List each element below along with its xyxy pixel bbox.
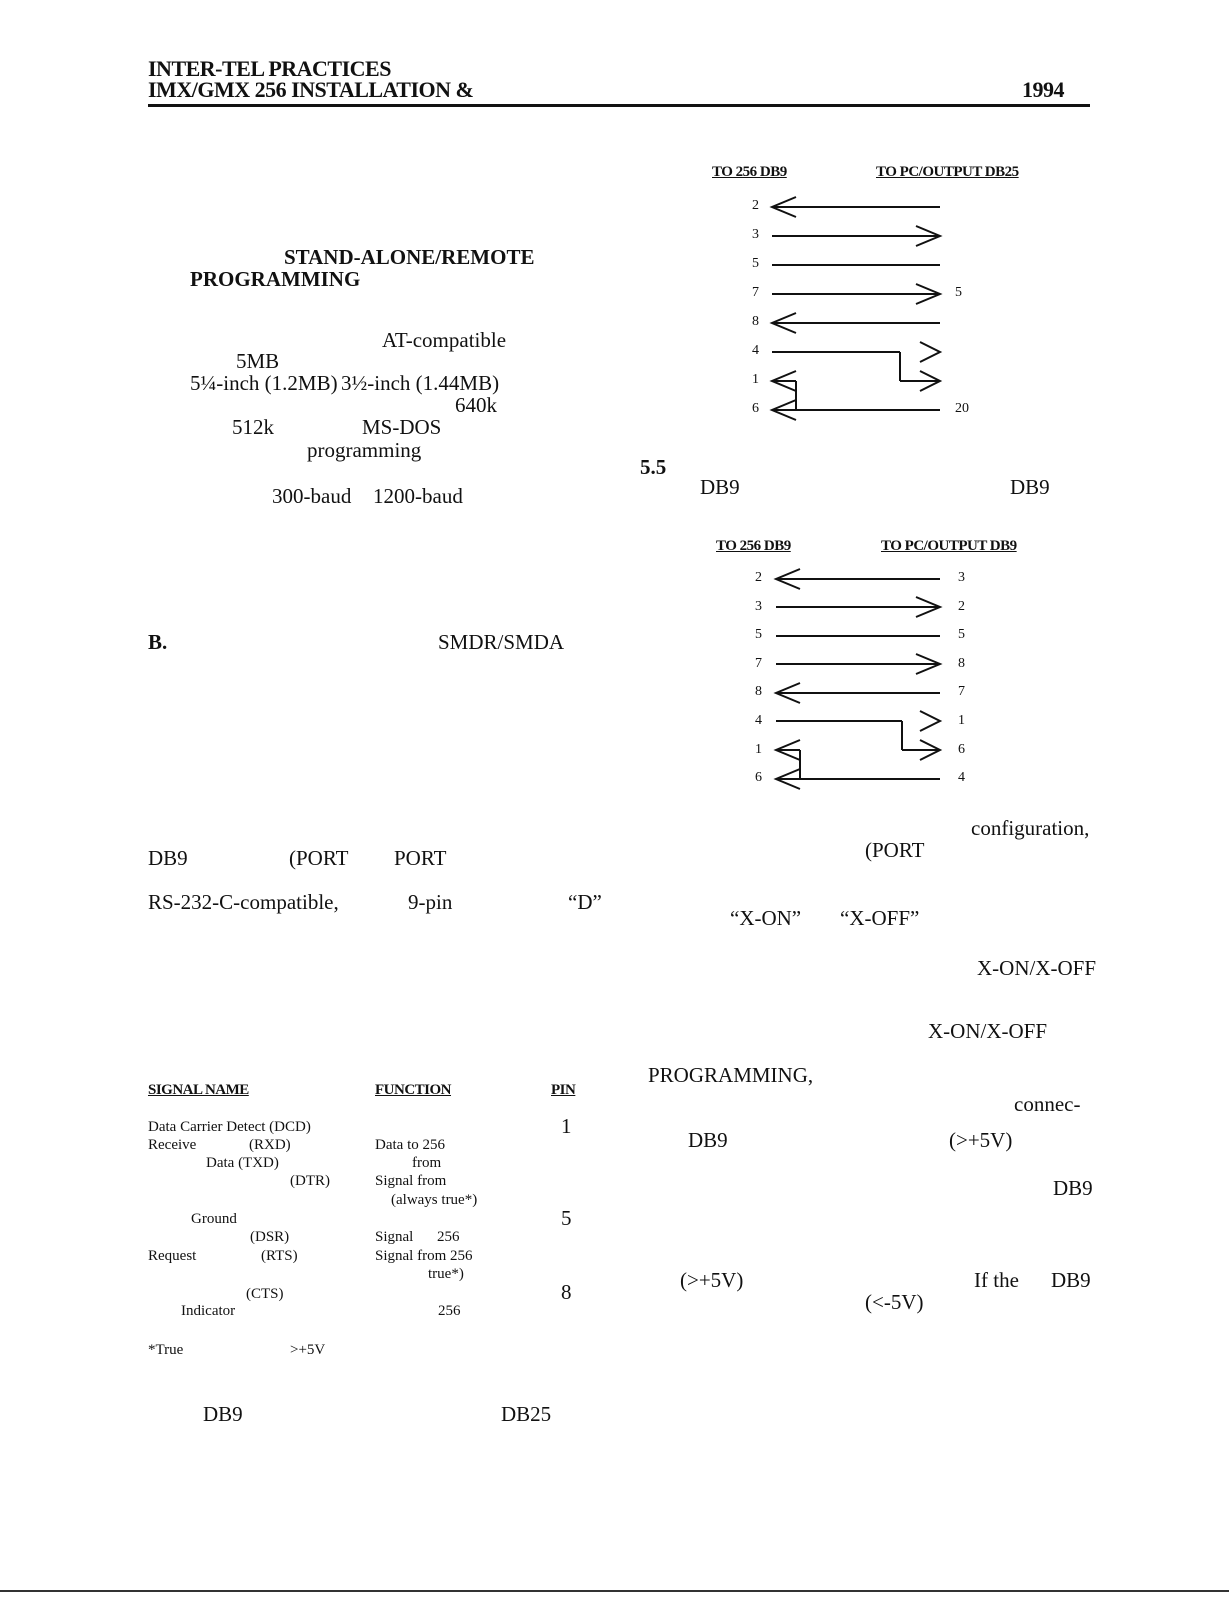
text-at-compatible: AT-compatible (382, 328, 507, 352)
signal-receive: Receive (148, 1137, 197, 1153)
diagram2-right-pin-4: 7 (958, 684, 965, 700)
diagram2-left-pin-4: 8 (755, 684, 762, 700)
text-ms-dos: MS-DOS (362, 415, 442, 439)
diagram2-right-pin-0: 3 (958, 570, 965, 585)
section-5-5: 5.5 (640, 455, 667, 479)
text-xon-xoff-2: X-ON/X-OFF (928, 1019, 1048, 1043)
text-db9-c: DB9 (1051, 1268, 1091, 1292)
text-port: (PORT (865, 838, 925, 862)
function-256: 256 (437, 1229, 460, 1245)
port-line-db9: DB9 (148, 846, 188, 870)
header-line-1: INTER-TEL PRACTICES (148, 56, 391, 81)
text-512k: 512k (232, 415, 274, 439)
section-b-label: B. (148, 630, 168, 654)
text-plus5v-b: (>+5V) (680, 1268, 744, 1292)
diagram1-right-pin-3: 5 (955, 285, 962, 300)
bottom-db9: DB9 (203, 1402, 243, 1426)
text-db9-a: DB9 (688, 1128, 728, 1152)
diagram2-left-pin-7: 6 (755, 770, 762, 786)
diagram1-left-pin-0: 2 (752, 198, 759, 213)
table-header-signal: SIGNAL NAME (148, 1082, 249, 1098)
diagram1-left-pin-5: 4 (752, 343, 759, 358)
pin-5: 5 (561, 1206, 572, 1230)
diagram1-right-heading: TO PC/OUTPUT DB25 (876, 164, 1019, 180)
signal-rts: (RTS) (261, 1248, 298, 1264)
d-text: “D” (568, 890, 602, 914)
signal-dcd: Data Carrier Detect (DCD) (148, 1119, 311, 1135)
function-from: from (412, 1155, 442, 1171)
header-year: 1994 (1022, 77, 1064, 102)
signal-rxd: (RXD) (249, 1137, 291, 1153)
diagram2-right-pin-5: 1 (958, 713, 965, 728)
text-1200-baud: 1200-baud (373, 484, 463, 508)
diagram1-left-pin-2: 5 (752, 256, 759, 271)
nine-pin-text: 9-pin (408, 890, 453, 914)
text-if-the: If the (974, 1268, 1019, 1292)
diagram2-left-pin-2: 5 (755, 627, 762, 643)
diagram2-left-pin-0: 2 (755, 570, 762, 585)
pin-1: 1 (561, 1114, 572, 1138)
diagram2-left-pin-3: 7 (755, 655, 762, 671)
diagram2-right-pin-6: 6 (958, 741, 965, 757)
text-5mb: 5MB (236, 349, 280, 373)
diagram1-left-pin-7: 6 (752, 401, 759, 416)
footnote-5v: >+5V (290, 1342, 326, 1358)
signal-request: Request (148, 1248, 197, 1264)
function-data-to-256: Data to 256 (375, 1137, 445, 1153)
section-b-smdr: SMDR/SMDA (438, 630, 565, 654)
table-header-pin: PIN (551, 1082, 576, 1098)
diagram1-right-pin-7: 20 (955, 401, 969, 416)
footnote-true: *True (148, 1342, 184, 1358)
text-programming: programming (307, 438, 422, 462)
signal-cts: (CTS) (246, 1286, 284, 1302)
text-300-baud: 300-baud (272, 484, 352, 508)
diagram2-left-pin-1: 3 (755, 598, 762, 614)
function-signal: Signal (375, 1229, 414, 1245)
header-line-2: IMX/GMX 256 INSTALLATION & (148, 77, 474, 102)
diagram1-left-pin-1: 3 (752, 227, 759, 242)
function-signal-from: Signal from (375, 1173, 447, 1189)
diagram1-left-heading: TO 256 DB9 (712, 164, 787, 180)
rs-232-text: RS-232-C-compatible, (148, 890, 339, 914)
port-line-port-2: PORT (394, 846, 447, 870)
text-x-off: “X-OFF” (840, 906, 920, 930)
table-header-function: FUNCTION (375, 1082, 452, 1098)
text-configuration: configuration, (971, 816, 1090, 840)
text-db9-b: DB9 (1053, 1176, 1093, 1200)
diagram2-right-heading: TO PC/OUTPUT DB9 (881, 538, 1017, 554)
signal-txd: Data (TXD) (206, 1155, 279, 1171)
signal-dtr: (DTR) (290, 1173, 330, 1189)
bottom-db25: DB25 (501, 1402, 552, 1426)
heading-programming: PROGRAMMING (190, 267, 361, 291)
diagram2-right-pin-7: 4 (958, 770, 965, 786)
function-always-true: (always true*) (391, 1192, 478, 1208)
text-x-on: “X-ON” (730, 906, 802, 930)
diagram2-right-pin-2: 5 (958, 627, 965, 643)
db9-line-right: DB9 (1010, 475, 1050, 499)
diagram2-left-pin-5: 4 (755, 713, 762, 728)
heading-stand-alone: STAND-ALONE/REMOTE (284, 245, 535, 269)
text-3-half-inch: 3½-inch (1.44MB) (341, 371, 500, 395)
text-minus5v: (<-5V) (865, 1290, 924, 1314)
diagram1-left-pin-4: 8 (752, 314, 759, 329)
text-5-quarter-inch: 5¼-inch (1.2MB) (190, 371, 338, 395)
function-true: true*) (428, 1266, 464, 1282)
text-640k: 640k (455, 393, 497, 417)
pin-8: 8 (561, 1280, 572, 1304)
text-xon-xoff-1: X-ON/X-OFF (977, 956, 1097, 980)
port-line-port-1: (PORT (289, 846, 349, 870)
diagram1-left-pin-6: 1 (752, 372, 759, 387)
diagram2-left-pin-6: 1 (755, 741, 762, 757)
diagram2-right-pin-1: 2 (958, 598, 965, 614)
function-signal-from-256: Signal from 256 (375, 1248, 473, 1264)
text-plus5v-a: (>+5V) (949, 1128, 1013, 1152)
signal-ground: Ground (191, 1211, 237, 1227)
db9-line-left: DB9 (700, 475, 740, 499)
text-connec: connec- (1014, 1092, 1081, 1116)
function-256-b: 256 (438, 1303, 461, 1319)
diagram1-left-pin-3: 7 (752, 285, 759, 300)
diagram2-right-pin-3: 8 (958, 655, 965, 671)
text-programming-comma: PROGRAMMING, (648, 1063, 814, 1087)
diagram2-left-heading: TO 256 DB9 (716, 538, 791, 554)
scan-bottom-edge (0, 1590, 1229, 1592)
signal-indicator: Indicator (181, 1303, 236, 1319)
signal-dsr: (DSR) (250, 1229, 290, 1245)
